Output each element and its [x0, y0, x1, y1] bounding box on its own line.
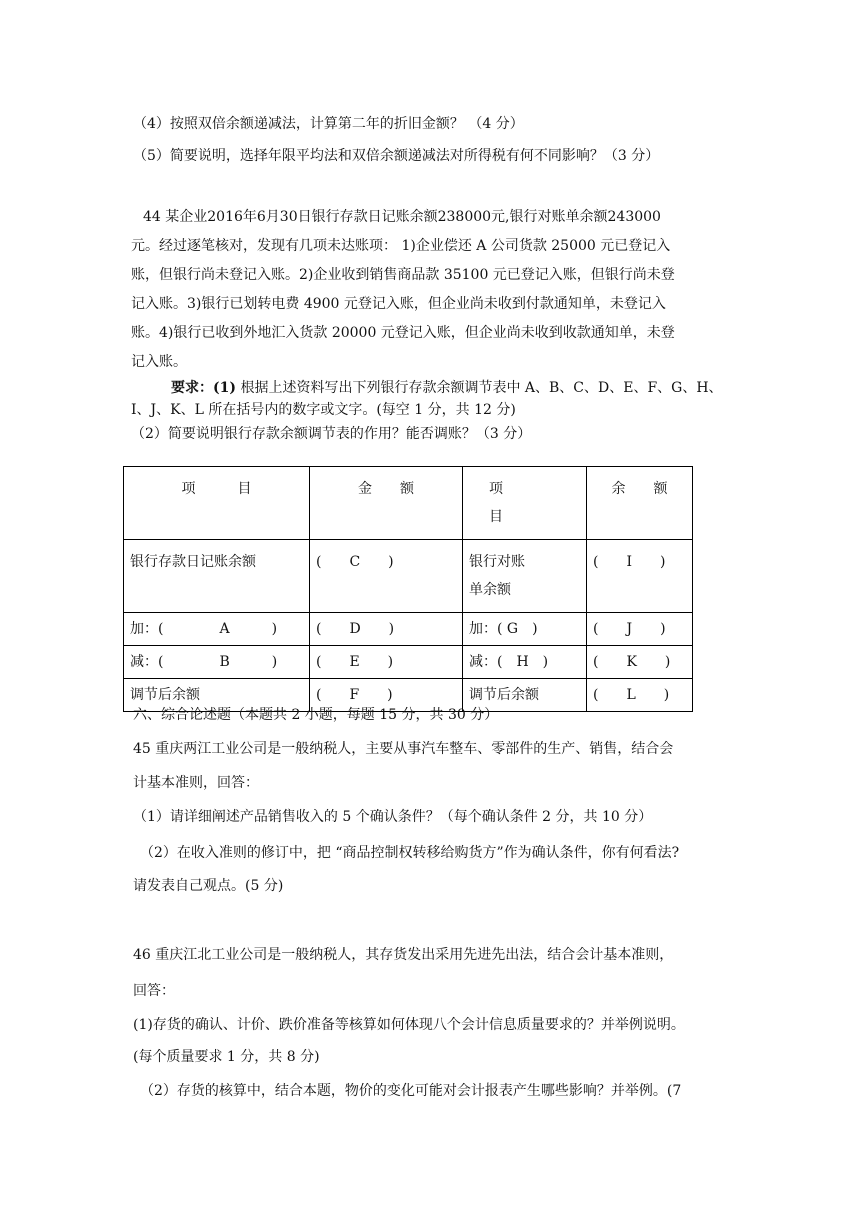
cell-F: ( F )	[310, 679, 463, 712]
q44-requirement-1-cont: I、J、K、L 所在括号内的数字或文字。(每空 1 分，共 12 分)	[131, 402, 516, 418]
q45-part2: （2）在收入准则的修订中，把 “商品控制权转移给购货方”作为确认条件，你有何看法?	[140, 845, 680, 861]
cell-adjusted-bank: 调节后余额	[463, 679, 587, 712]
header-item: 项 目	[124, 467, 310, 540]
header-item-2-line1: 项	[489, 481, 503, 497]
q44-line-4: 记入账。3)银行已划转电费 4900 元登记入账，但企业尚未收到付款通知单，未登记入	[131, 296, 666, 312]
cell-L: ( L )	[587, 679, 693, 712]
header-item-2	[463, 467, 587, 540]
q44-line-5: 账。4)银行已收到外地汇入货款 20000 元登记入账，但企业尚未收到收款通知单，未登	[131, 325, 675, 341]
bank-reconciliation-table	[123, 466, 693, 712]
cell-C: ( C )	[310, 540, 463, 613]
section-6-title: 六、综合论述题（本题共 2 小题，每题 15 分，共 30 分）	[133, 707, 499, 723]
header-amount: 金 额	[310, 467, 463, 540]
q46-line-2: 回答：	[133, 983, 175, 999]
cell-I: ( I )	[587, 540, 693, 613]
q45-part2-cont: 请发表自己观点。(5 分)	[133, 878, 284, 894]
cell-D: ( D )	[310, 613, 463, 646]
cell-G: 加：( G )	[463, 613, 587, 646]
cell-bank-balance	[463, 540, 587, 613]
cell-K: ( K )	[587, 646, 693, 679]
header-item-2-line2: 目	[489, 509, 503, 525]
cell-A: 加：( A )	[124, 613, 310, 646]
cell-B: 减：( B )	[124, 646, 310, 679]
cell-adjusted-book: 调节后余额	[124, 679, 310, 712]
cell-book-balance: 银行存款日记账余额	[124, 540, 310, 613]
q44-line-3: 账，但银行尚未登记入账。2)企业收到销售商品款 35100 元已登记入账，但银行尚未登	[131, 267, 675, 283]
q44-requirement-2: （2）简要说明银行存款余额调节表的作用？能否调账？（3 分）	[131, 426, 532, 442]
q44-line-6: 记入账。	[131, 354, 187, 370]
table-row	[124, 646, 693, 679]
requirement-label: 要求：(1)	[171, 380, 236, 396]
header-balance: 余 额	[587, 467, 693, 540]
q43-part4: （4）按照双倍余额递减法，计算第二年的折旧金额？ （4 分）	[133, 116, 524, 132]
q44-line-1: 44 某企业2016年6月30日银行存款日记账余额238000元,银行对账单余额243000	[143, 209, 661, 225]
q46-part1-cont: (每个质量要求 1 分，共 8 分)	[133, 1049, 320, 1065]
q45-line-1: 45 重庆两江工业公司是一般纳税人，主要从事汽车整车、零部件的生产、销售，结合会	[133, 741, 674, 757]
q44-requirement-1	[171, 378, 723, 398]
q45-part1: （1）请详细阐述产品销售收入的 5 个确认条件？（每个确认条件 2 分，共 10 分）	[133, 809, 653, 825]
cell-J: ( J )	[587, 613, 693, 646]
requirement-1-text: 根据上述资料写出下列银行存款余额调节表中 A、B、C、D、E、F、G、H、	[236, 380, 723, 396]
q43-part5: （5）简要说明，选择年限平均法和双倍余额递减法对所得税有何不同影响？（3 分）	[133, 148, 660, 164]
table-row	[124, 540, 693, 613]
cell-H: 减：( H )	[463, 646, 587, 679]
cell-E: ( E )	[310, 646, 463, 679]
q44-line-2: 元。经过逐笔核对，发现有几项未达账项： 1)企业偿还 A 公司货款 25000 元已登记入	[131, 238, 671, 254]
q46-part2: （2）存货的核算中，结合本题，物价的变化可能对会计报表产生哪些影响？并举例。(7	[140, 1083, 682, 1099]
q46-part1: (1)存货的确认、计价、跌价准备等核算如何体现八个会计信息质量要求的？并举例说明。	[133, 1017, 685, 1033]
cell-bank-balance-line2: 单余额	[469, 582, 511, 598]
q45-line-2: 计基本准则，回答：	[133, 775, 259, 791]
table-header-row	[124, 467, 693, 540]
cell-bank-balance-line1: 银行对账	[469, 554, 525, 570]
table-row	[124, 613, 693, 646]
q46-line-1: 46 重庆江北工业公司是一般纳税人，其存货发出采用先进先出法，结合会计基本准则，	[133, 947, 674, 963]
